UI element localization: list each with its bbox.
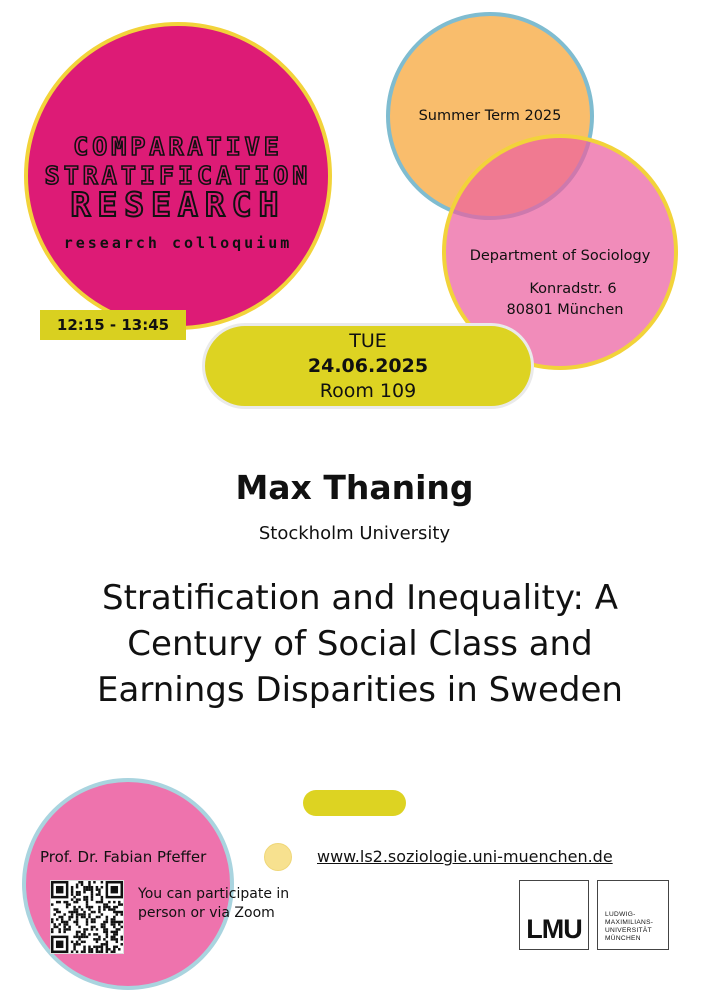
lmu-name-line-3: UNIVERSITÄT <box>605 927 652 934</box>
lmu-logo <box>519 880 589 950</box>
room-label: Room 109 <box>319 380 417 402</box>
series-title-line-3: RESEARCH <box>70 185 286 224</box>
accent-pill <box>303 790 406 816</box>
lmu-wordmark <box>597 880 669 950</box>
host-name: Prof. Dr. Fabian Pfeffer <box>40 848 207 866</box>
department-label: Department of Sociology <box>469 248 651 264</box>
series-title-line-1: COMPARATIVE <box>73 132 283 161</box>
street-address: Konradstr. 6 <box>529 281 617 297</box>
lmu-wordmark-text <box>605 911 653 943</box>
speaker-affiliation: Stockholm University <box>258 523 451 544</box>
series-title-line-2: STRATIFICATION <box>44 161 312 190</box>
lmu-name-line-2: MAXIMILIANS- <box>605 919 654 926</box>
talk-title: Stratification and Inequality: A Century of Social Class and Earnings Disparities in Sweden <box>97 578 623 710</box>
weekday-label: TUE <box>349 330 387 352</box>
date-label: 24.06.2025 <box>307 355 429 377</box>
lmu-name-line-1: LUDWIG- <box>605 911 636 918</box>
city-address: 80801 München <box>506 302 624 318</box>
lmu-name-line-4: MÜNCHEN <box>605 935 641 942</box>
lmu-logo-abbr: LMU <box>526 914 582 944</box>
term-label: Summer Term 2025 <box>418 108 562 124</box>
time-badge: 12:15 - 13:45 <box>40 310 186 340</box>
qr-code-graphic <box>51 881 123 953</box>
participation-note: You can participate in person or via Zoom <box>138 886 290 921</box>
date-pill <box>202 323 534 409</box>
qr-code-icon[interactable] <box>50 880 124 954</box>
series-title-circle <box>24 22 332 330</box>
speaker-name: Max Thaning <box>235 468 474 507</box>
website-link[interactable]: www.ls2.soziologie.uni-muenchen.de <box>317 847 613 866</box>
series-subtitle: research colloquium <box>63 234 293 252</box>
yellow-dot-decoration <box>264 843 292 871</box>
